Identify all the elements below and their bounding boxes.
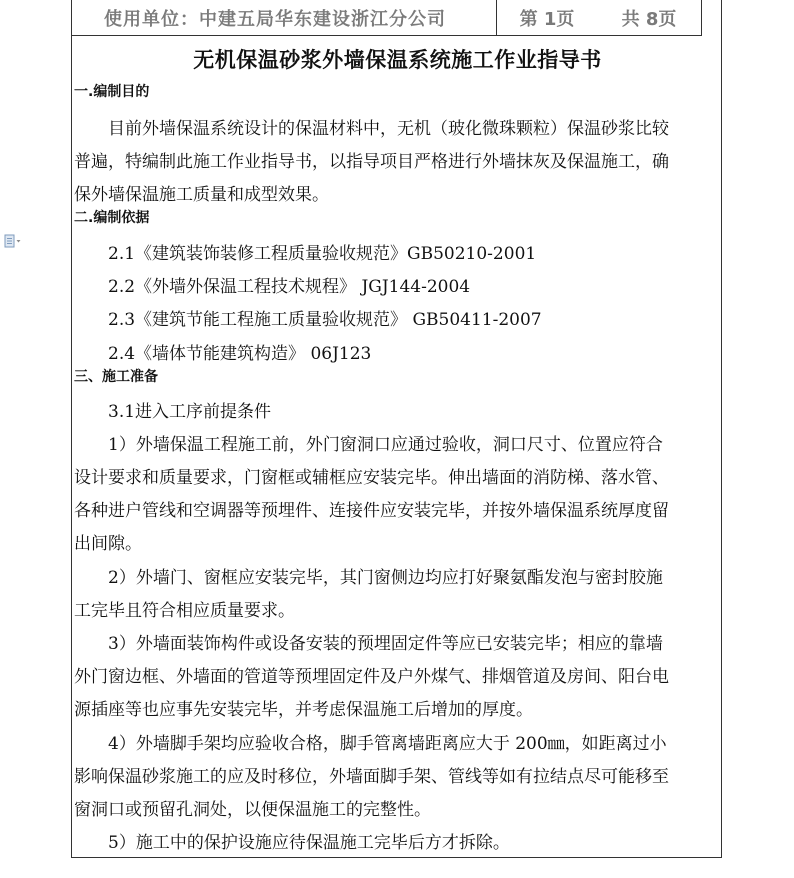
paragraph-line: 出间隙。 [74,534,142,554]
paragraph-line: 1）外墙保温工程施工前，外门窗洞口应通过验收，洞口尺寸、位置应符合 [108,435,663,455]
reference-item: 2.4《墙体节能建筑构造》 06J123 [108,344,372,364]
subsection-heading: 3.1进入工序前提条件 [108,402,272,422]
paragraph-line: 普遍，特编制此施工作业指导书，以指导项目严格进行外墙抹灰及保温施工，确 [74,152,669,172]
document-title: 无机保温砂浆外墙保温系统施工作业指导书 [193,48,602,72]
section-heading-1: 一.编制目的 [74,84,150,100]
paragraph-line: 源插座等也应事先安装完毕，并考虑保温施工后增加的厚度。 [74,700,533,720]
reference-item: 2.3《建筑节能工程施工质量验收规范》 GB50411-2007 [108,310,542,330]
paragraph-line: 2）外墙门、窗框应安装完毕，其门窗侧边均应打好聚氨酯发泡与密封胶施 [108,568,663,588]
header-page-number: 第 1页 [519,8,575,30]
document-icon[interactable] [4,234,22,248]
header-unit: 使用单位：中建五局华东建设浙江分公司 [72,0,497,35]
paragraph-line: 5）施工中的保护设施应待保温施工完毕后方才拆除。 [108,833,510,853]
paragraph-line: 外门窗边框、外墙面的管道等预埋固定件及户外煤气、排烟管道及房间、阳台电 [74,667,669,687]
paragraph-line: 保外墙保温施工质量和成型效果。 [74,185,329,205]
page-header [72,0,702,36]
paragraph-line: 影响保温砂浆施工的应及时移位，外墙面脚手架、管线等如有拉结点尽可能移至 [74,767,669,787]
section-heading-2: 二.编制依据 [74,210,150,226]
document-page [71,0,722,858]
reference-item: 2.1《建筑装饰装修工程质量验收规范》GB50210-2001 [108,244,537,264]
paragraph-line: 窗洞口或预留孔洞处，以便保温施工的完整性。 [74,800,431,820]
paragraph-line: 4）外墙脚手架均应验收合格，脚手管离墙距离应大于 200㎜，如距离过小 [108,734,667,754]
reference-item: 2.2《外墙外保温工程技术规程》 JGJ144-2004 [108,277,471,297]
paragraph-line: 工完毕且符合相应质量要求。 [74,601,295,621]
paragraph-line: 3）外墙面装饰构件或设备安装的预埋固定件等应已安装完毕；相应的靠墙 [108,634,663,654]
paragraph-line: 各种进户管线和空调器等预埋件、连接件应安装完毕，并按外墙保温系统厚度留 [74,501,669,521]
paragraph-line: 设计要求和质量要求，门窗框或辅框应安装完毕。伸出墙面的消防梯、落水管、 [74,468,669,488]
paragraph-line: 目前外墙保温系统设计的保温材料中，无机（玻化微珠颗粒）保温砂浆比较 [108,119,669,139]
header-total-pages: 共 8页 [621,8,677,30]
section-heading-3: 三、施工准备 [74,369,158,385]
